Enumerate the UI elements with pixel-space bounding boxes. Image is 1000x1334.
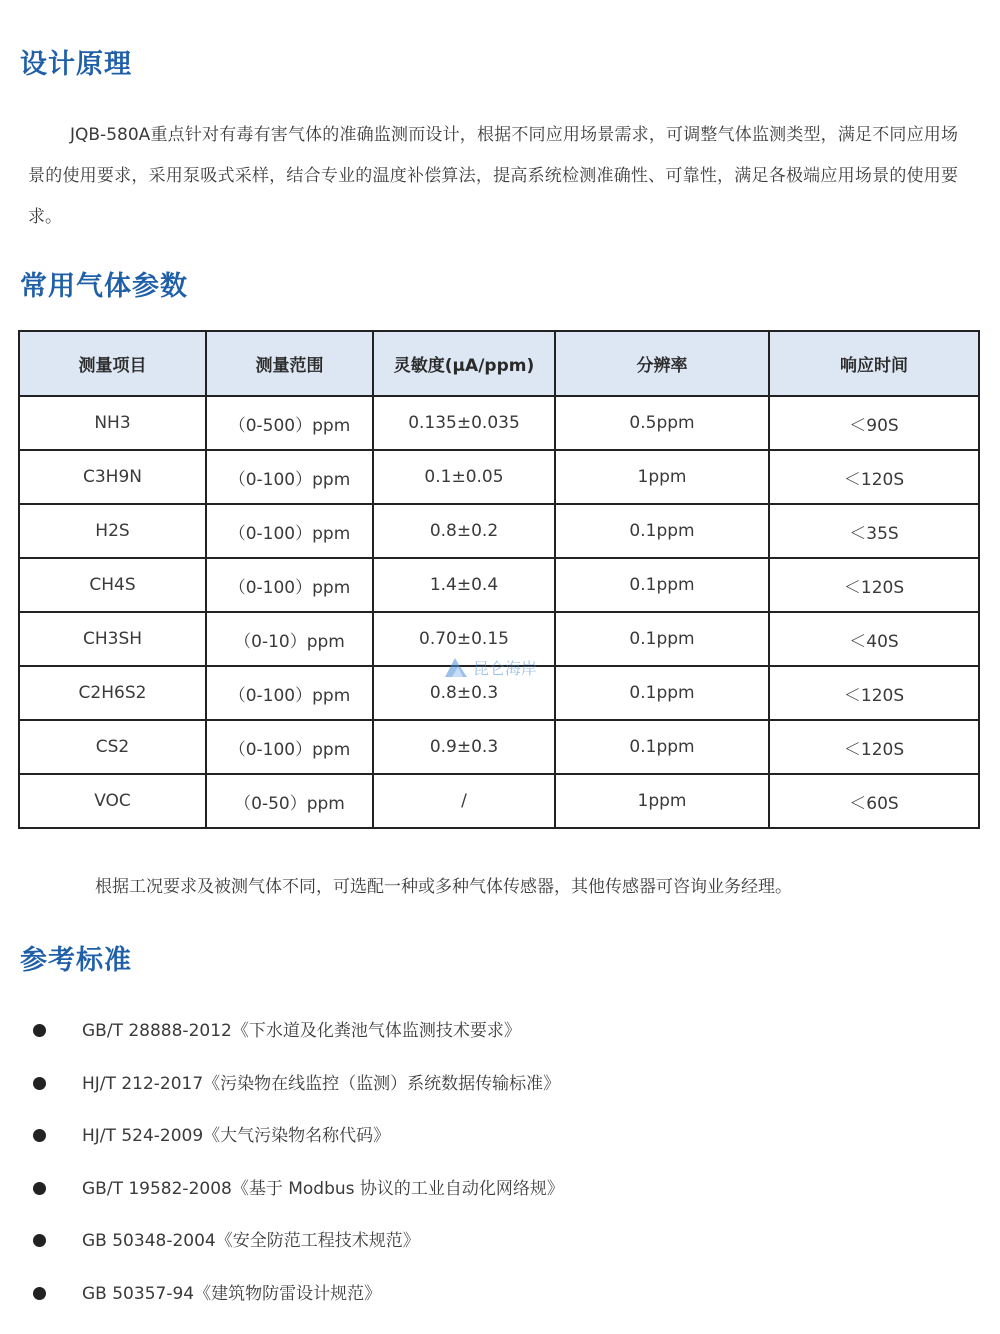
cell-resolution: 0.1ppm (555, 504, 769, 558)
cell-gas: C2H6S2 (19, 666, 206, 720)
list-item (0, 1268, 1000, 1321)
cell-response-time: ＜60S (769, 774, 979, 828)
reference-standards-title: 参考标准 (20, 945, 132, 976)
mountain-logo-icon (443, 655, 469, 679)
cell-range: （0-100）ppm (206, 666, 373, 720)
table-row (19, 720, 979, 774)
bullet-icon (33, 1182, 46, 1195)
bullet-icon (33, 1234, 46, 1247)
cell-response-time: ＜35S (769, 504, 979, 558)
cell-range: （0-500）ppm (206, 396, 373, 450)
cell-response-time: ＜120S (769, 558, 979, 612)
cell-response-time: ＜40S (769, 612, 979, 666)
standard-text: GB 50348-2004《安全防范工程技术规范》 (82, 1231, 420, 1252)
cell-gas: CS2 (19, 720, 206, 774)
gas-parameters-title: 常用气体参数 (20, 271, 188, 302)
list-item (0, 1058, 1000, 1111)
header-measure-item: 测量项目 (19, 331, 206, 396)
design-principle-title: 设计原理 (20, 49, 132, 80)
standard-text: GB/T 19582-2008《基于 Modbus 协议的工业自动化网络规》 (82, 1178, 564, 1199)
standard-text: HJ/T 524-2009《大气污染物名称代码》 (82, 1126, 391, 1147)
cell-resolution: 0.1ppm (555, 612, 769, 666)
standard-text: GB 50357-94《建筑物防雷设计规范》 (82, 1283, 382, 1304)
cell-range: （0-100）ppm (206, 558, 373, 612)
cell-resolution: 0.1ppm (555, 666, 769, 720)
cell-sensitivity: 0.9±0.3 (373, 720, 555, 774)
cell-resolution: 1ppm (555, 774, 769, 828)
standard-text: HJ/T 212-2017《污染物在线监控（监测）系统数据传输标准》 (82, 1073, 561, 1094)
bullet-icon (33, 1287, 46, 1300)
cell-resolution: 0.1ppm (555, 558, 769, 612)
cell-range: （0-100）ppm (206, 450, 373, 504)
standards-list (0, 1005, 1000, 1321)
table-row (19, 774, 979, 828)
gas-parameters-table (18, 330, 980, 829)
list-item (0, 1163, 1000, 1216)
standard-text: GB/T 28888-2012《下水道及化粪池气体监测技术要求》 (82, 1021, 521, 1041)
cell-sensitivity: 0.135±0.035 (373, 396, 555, 450)
cell-response-time: ＜120S (769, 450, 979, 504)
cell-gas: CH4S (19, 558, 206, 612)
table-row (19, 558, 979, 612)
table-row (19, 450, 979, 504)
cell-response-time: ＜120S (769, 720, 979, 774)
cell-gas: CH3SH (19, 612, 206, 666)
bullet-icon (33, 1077, 46, 1090)
header-resolution: 分辨率 (555, 331, 769, 396)
cell-gas: C3H9N (19, 450, 206, 504)
cell-gas: NH3 (19, 396, 206, 450)
cell-sensitivity: 0.8±0.2 (373, 504, 555, 558)
header-measure-range: 测量范围 (206, 331, 373, 396)
header-sensitivity: 灵敏度(μA/ppm) (373, 331, 555, 396)
list-item (0, 1005, 1000, 1058)
cell-sensitivity: 0.1±0.05 (373, 450, 555, 504)
bullet-icon (33, 1129, 46, 1142)
cell-resolution: 0.1ppm (555, 720, 769, 774)
list-item (0, 1215, 1000, 1268)
cell-sensitivity: 1.4±0.4 (373, 558, 555, 612)
cell-resolution: 1ppm (555, 450, 769, 504)
cell-range: （0-100）ppm (206, 720, 373, 774)
table-header-row (19, 331, 979, 396)
cell-range: （0-10）ppm (206, 612, 373, 666)
design-principle-paragraph: JQB-580A重点针对有毒有害气体的准确监测而设计，根据不同应用场景需求，可调整气体监测类型，满足不同应用场景的使用要求，采用泵吸式采样，结合专业的温度补偿算法，提高系统检测准确性、可靠性，满足各极端应用场景的使用要求。 (28, 125, 958, 227)
cell-gas: H2S (19, 504, 206, 558)
cell-range: （0-100）ppm (206, 504, 373, 558)
cell-response-time: ＜120S (769, 666, 979, 720)
brand-watermark (443, 655, 537, 679)
cell-resolution: 0.5ppm (555, 396, 769, 450)
sensor-note: 根据工况要求及被测气体不同，可选配一种或多种气体传感器，其他传感器可咨询业务经理。 (95, 877, 792, 897)
header-response-time: 响应时间 (769, 331, 979, 396)
bullet-icon (33, 1024, 46, 1037)
table-row (19, 396, 979, 450)
cell-sensitivity: 0.8±0.3 (373, 666, 555, 720)
watermark-text: 昆仑海岸 (473, 658, 538, 678)
cell-range: （0-50）ppm (206, 774, 373, 828)
cell-response-time: ＜90S (769, 396, 979, 450)
cell-sensitivity: 0.70±0.15 (373, 612, 555, 666)
cell-sensitivity: / (373, 774, 555, 828)
table-row (19, 504, 979, 558)
list-item (0, 1110, 1000, 1163)
cell-gas: VOC (19, 774, 206, 828)
